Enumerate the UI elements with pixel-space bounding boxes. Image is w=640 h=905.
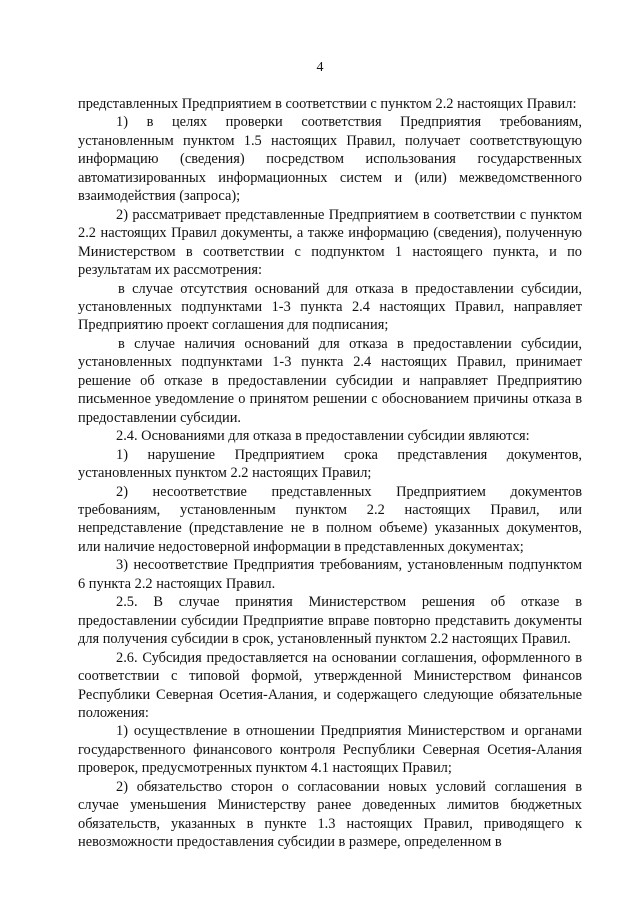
paragraph-13: 2) обязательство сторон о согласовании новых условий соглашения в случае уменьшения Министерству ранее доведенных лимитов бюджетных обязательств, указанных в пункте 1.3 настоящих Правил, приводящего к невозможности предоставления субсидии в размере, определенном в — [78, 778, 582, 851]
paragraph-2: 1) в целях проверки соответствия Предприятия требованиям, установленным пунктом 1.5 настоящих Правил, получает соответствующую информацию (сведения) посредством использования государственных автоматизированных информационных систем и (или) межведомственного взаимодействия (запроса); — [78, 114, 582, 205]
paragraph-8: 2) несоответствие представленных Предприятием документов требованиям, установленным пунктом 2.2 настоящих Правил, или непредставление (представление не в полном объеме) указанных документов, или наличие недостоверной информации в представленных документах; — [78, 483, 582, 555]
page-number: 4 — [316, 60, 324, 75]
paragraph-6: 2.4. Основаниями для отказа в предоставлении субсидии являются: — [116, 428, 530, 445]
paragraph-12: 1) осуществление в отношении Предприятия Министерством и органами государственного финансового контроля Республики Северная Осетия-Алания проверок, предусмотренных пунктом 4.1 настоящих Правил; — [78, 723, 582, 777]
paragraph-1: представленных Предприятием в соответствии с пунктом 2.2 настоящих Правил: — [78, 96, 577, 112]
paragraph-11: 2.6. Субсидия предоставляется на основании соглашения, оформленного в соответствии с типовой формой, утвержденной Министерством финансов Республики Северная Осетия-Алания, и содержащего следующие обязательные положения: — [78, 649, 582, 721]
paragraph-4: в случае отсутствия оснований для отказа в предоставлении субсидии, установленных подпунктами 1-3 пункта 2.4 настоящих Правил, направляет Предприятию проект соглашения для подписания; — [78, 280, 582, 334]
paragraph-7: 1) нарушение Предприятием срока представления документов, установленных пунктом 2.2 настоящих Правил; — [78, 446, 582, 482]
paragraph-9: 3) несоответствие Предприятия требованиям, установленным подпунктом 6 пункта 2.2 настоящих Правил. — [78, 557, 582, 592]
paragraph-5: в случае наличия оснований для отказа в предоставлении субсидии, установленных подпунктами 1-3 пункта 2.4 настоящих Правил, принимает решение об отказе в предоставлении субсидии и направляет Предприятию письменное уведомление о принятом решении с обоснованием причины отказа в предоставлении субсидии. — [78, 335, 582, 426]
paragraph-10: 2.5. В случае принятия Министерством решения об отказе в предоставлении субсидии Предприятие вправе повторно представить документы для получения субсидии в срок, установленный пунктом 2.2 настоящих Правил. — [78, 594, 582, 648]
document-body — [78, 95, 582, 852]
paragraph-3: 2) рассматривает представленные Предприятием в соответствии с пунктом 2.2 настоящих Правил документы, а также информацию (сведения), полученную Министерством в соответствии с подпунктом 1 настоящего пункта, и по результатам их рассмотрения: — [78, 206, 582, 279]
